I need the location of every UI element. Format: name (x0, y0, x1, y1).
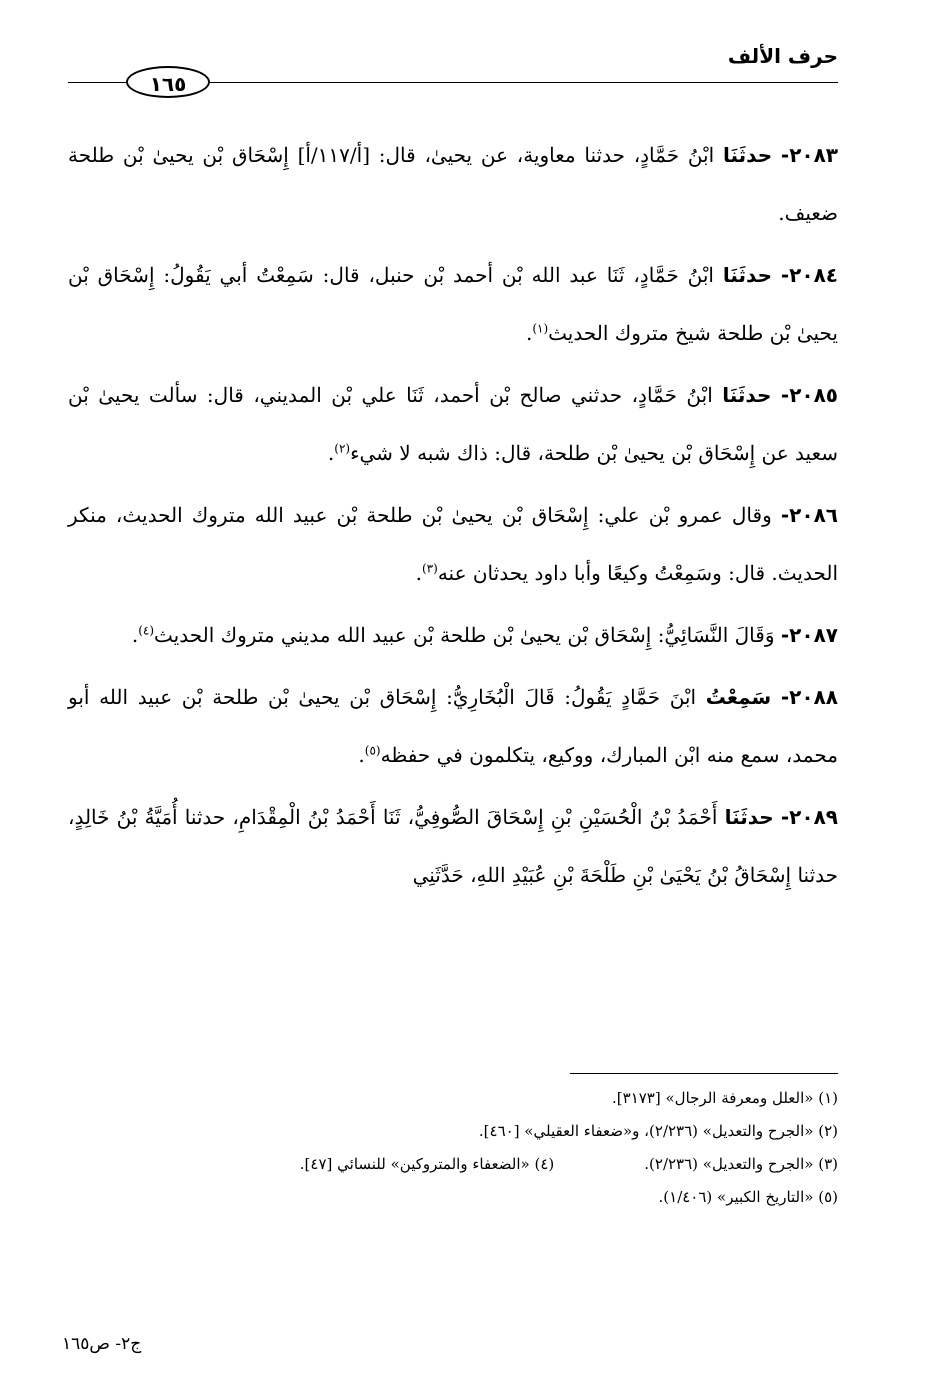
chapter-title: حرف الألف (727, 44, 838, 68)
footnote-ref: (٥) (364, 743, 381, 758)
volume-page-reference: ج٢- ص١٦٥ (62, 1334, 142, 1354)
footnote-2: (٢) «الجرح والتعديل» (٢/٢٣٦)، و«ضعفاء العقيلي» [٤٦٠]. (478, 1122, 838, 1140)
entry-text: ابْنَ حَمَّادٍ يَقُولُ: قَالَ الْبُخَارِيُّ: إِسْحَاق بْن يحيىٰ بْن طلحة بْن عبيد الله أبو محمد، سمع منه ابْن المبارك، ووكيع، يتكلمون في حفظه (68, 685, 838, 767)
entry-keyword: حدثَنَا (722, 383, 772, 407)
entry-text: أَحْمَدُ بْنُ الْحُسَيْنِ بْنِ إِسْحَاقَ الصُّوفِيُّ، ثَنَا أَحْمَدُ بْنُ الْمِقْدَامِ، حدثنا أُمَيَّةُ بْنُ خَالِدٍ، حدثنا إِسْحَاقُ بْنُ يَحْيَىٰ بْنِ طَلْحَةَ بْنِ عُبَيْدِ اللهِ، حَدَّثَنِي (68, 805, 838, 887)
entry-2086: ٢٠٨٦- وقال عمرو بْن علي: إِسْحَاق بْن يحيىٰ بْن طلحة بْن عبيد الله متروك الحديث، منكر الحديث. قال: وسَمِعْتُ وكيعًا وأبا داود يحدثان عنه$^{(٣)}$. (68, 503, 838, 585)
entry-text: ابْنُ حَمَّادٍ، حدثني صالح بْن أحمد، ثَنَا علي بْن المديني، قال: سألت يحيىٰ بْن سعيد عن إِسْحَاق بْن يحيىٰ بْن طلحة، قال: ذاك شبه لا شيء (68, 383, 838, 465)
entry-text: ابْنُ حَمَّادٍ، ثَنَا عبد الله بْن أحمد بْن حنبل، قال: سَمِعْتُ أبي يَقُولُ: إِسْحَاق بْن يحيىٰ بْن طلحة شيخ متروك الحديث (68, 263, 838, 345)
entry-2083 (68, 126, 838, 242)
footnote-ref: (٣) (421, 561, 438, 576)
entry-number: ٢٠٨٨- (780, 685, 838, 709)
footnote-5: (٥) «التاريخ الكبير» (١/٤٠٦). (658, 1188, 838, 1206)
entry-2087: ٢٠٨٧- وَقَالَ النَّسَائِيُّ: إِسْحَاق بْن يحيىٰ بْن طلحة بْن عبيد الله مديني متروك الحديث$^{(٤)}$. (131, 623, 838, 647)
entry-number: ٢٠٨٧- (780, 623, 838, 647)
page-number-badge: ١٦٥ (126, 66, 210, 98)
entry-keyword: حدثَنَا (722, 143, 773, 167)
footnote-ref: (٤) (138, 623, 155, 638)
entry-2088: ٢٠٨٨- سَمِعْتُ ابْنَ حَمَّادٍ يَقُولُ: قَالَ الْبُخَارِيُّ: إِسْحَاق بْن يحيىٰ بْن طلحة بْن عبيد الله أبو محمد، سمع منه ابْن المبارك، ووكيع، يتكلمون في حفظه$^{(٥)}$. (68, 685, 838, 767)
entry-number: ٢٠٨٤- (780, 263, 838, 287)
entry-number: ٢٠٨٣- (780, 143, 839, 167)
entry-2085: ٢٠٨٥- حدثَنَا ابْنُ حَمَّادٍ، حدثني صالح بْن أحمد، ثَنَا علي بْن المديني، قال: سألت يحيىٰ بْن سعيد عن إِسْحَاق بْن يحيىٰ بْن طلحة، قال: ذاك شبه لا شيء$^{(٢)}$. (68, 383, 839, 465)
entry-number: ٢٠٨٥- (780, 383, 839, 407)
footnote-row (80, 1148, 838, 1181)
entry-keyword: حدثَنَا (722, 263, 772, 287)
entry-number: ٢٠٨٦- (780, 503, 838, 527)
hadith-entries (68, 126, 838, 908)
entry-keyword: حدثَنَا (724, 805, 774, 829)
entry-number: ٢٠٨٩- (780, 805, 838, 829)
footnote-ref: (٢) (334, 441, 351, 456)
entry-2084: ٢٠٨٤- حدثَنَا ابْنُ حَمَّادٍ، ثَنَا عبد الله بْن أحمد بْن حنبل، قال: سَمِعْتُ أبي يَقُولُ: إِسْحَاق بْن يحيىٰ بْن طلحة شيخ متروك الحديث$^{(١)}$. (68, 263, 838, 345)
entry-text: وقال عمرو بْن علي: إِسْحَاق بْن يحيىٰ بْن طلحة بْن عبيد الله متروك الحديث، منكر الحديث. قال: وسَمِعْتُ وكيعًا وأبا داود يحدثان عنه (68, 503, 838, 585)
footnotes (80, 1082, 838, 1214)
footnote-ref: (١) (532, 321, 549, 336)
entry-keyword: سَمِعْتُ (705, 685, 772, 709)
entry-text: ابْنُ حَمَّادٍ، حدثنا معاوية، عن يحيىٰ، قال: [أ/١١٧/أ] إِسْحَاق بْن يحيىٰ بْن طلحة ضعيف. (68, 143, 838, 225)
entry-text: وَقَالَ النَّسَائِيُّ: إِسْحَاق بْن يحيىٰ بْن طلحة بْن عبيد الله مديني متروك الحديث (154, 623, 775, 647)
entry-2089 (68, 788, 838, 904)
footnote-4: (٤) «الضعفاء والمتروكين» للنسائي [٤٧]. (299, 1155, 555, 1173)
footnote-separator (570, 1073, 838, 1074)
footnote-3: (٣) «الجرح والتعديل» (٢/٢٣٦). (644, 1155, 838, 1173)
footnote-1: (١) «العلل ومعرفة الرجال» [٣١٧٣]. (612, 1089, 838, 1107)
